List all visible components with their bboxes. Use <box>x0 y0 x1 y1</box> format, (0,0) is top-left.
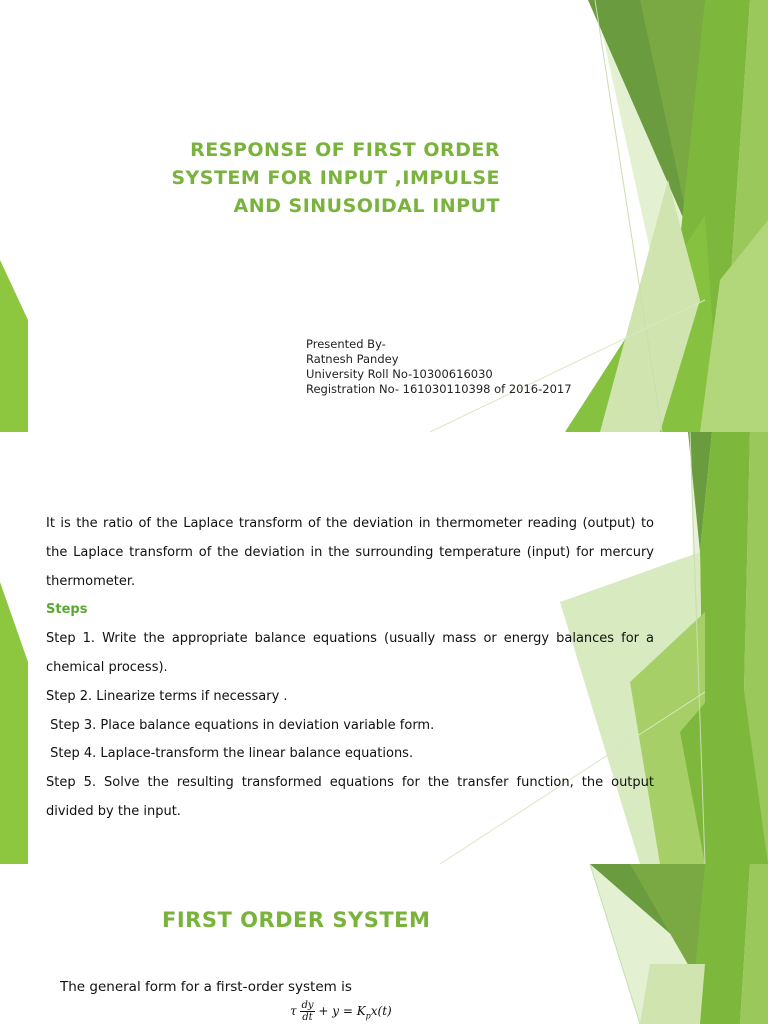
presenter-roll: University Roll No-10300616030 <box>306 367 493 381</box>
step-item: Step 5. Solve the resulting transformed equations for the transfer function, the output divided by the input. <box>46 775 654 819</box>
title-line: RESPONSE OF FIRST ORDER <box>190 139 500 161</box>
slide-2-body <box>46 510 654 827</box>
step-item: Step 2. Linearize terms if necessary . <box>46 688 288 704</box>
presenter-label: Presented By- <box>306 337 386 351</box>
slide-3-title: FIRST ORDER SYSTEM <box>162 908 431 932</box>
equation-rest: + y = K <box>318 1004 366 1018</box>
equation-fraction <box>300 1000 314 1023</box>
slide-3 <box>0 864 768 1024</box>
slide-1-title <box>150 136 500 220</box>
equation-tau: τ <box>290 1004 297 1018</box>
slide-1 <box>0 0 768 432</box>
slide-3-intro: The general form for a first-order system is <box>60 979 352 995</box>
title-line: AND SINUSOIDAL INPUT <box>233 195 500 217</box>
equation-tail: x(t) <box>370 1004 392 1018</box>
first-order-equation <box>290 1000 392 1023</box>
step-item: Step 1. Write the appropriate balance equations (usually mass or energy balances for a chemical process). <box>46 631 654 675</box>
slide-2 <box>0 432 768 864</box>
step-item: Step 4. Laplace-transform the linear balance equations. <box>46 746 414 762</box>
presenter-name: Ratnesh Pandey <box>306 352 399 366</box>
step-item: Step 3. Place balance equations in deviation variable form. <box>46 717 435 733</box>
presenter-block <box>306 337 572 397</box>
equation-subscript: p <box>365 1011 371 1021</box>
title-line: SYSTEM FOR INPUT ,IMPULSE <box>171 167 500 189</box>
equation-denominator: dt <box>302 1012 313 1023</box>
presenter-registration: Registration No- 161030110398 of 2016-2017 <box>306 382 572 396</box>
steps-heading: Steps <box>46 602 88 618</box>
intro-paragraph: It is the ratio of the Laplace transform of the deviation in thermometer reading (output) to the Laplace transform of the deviation in the surrounding temperature (input) for mercury thermometer. <box>46 516 654 589</box>
equation-numerator: dy <box>301 1000 314 1011</box>
